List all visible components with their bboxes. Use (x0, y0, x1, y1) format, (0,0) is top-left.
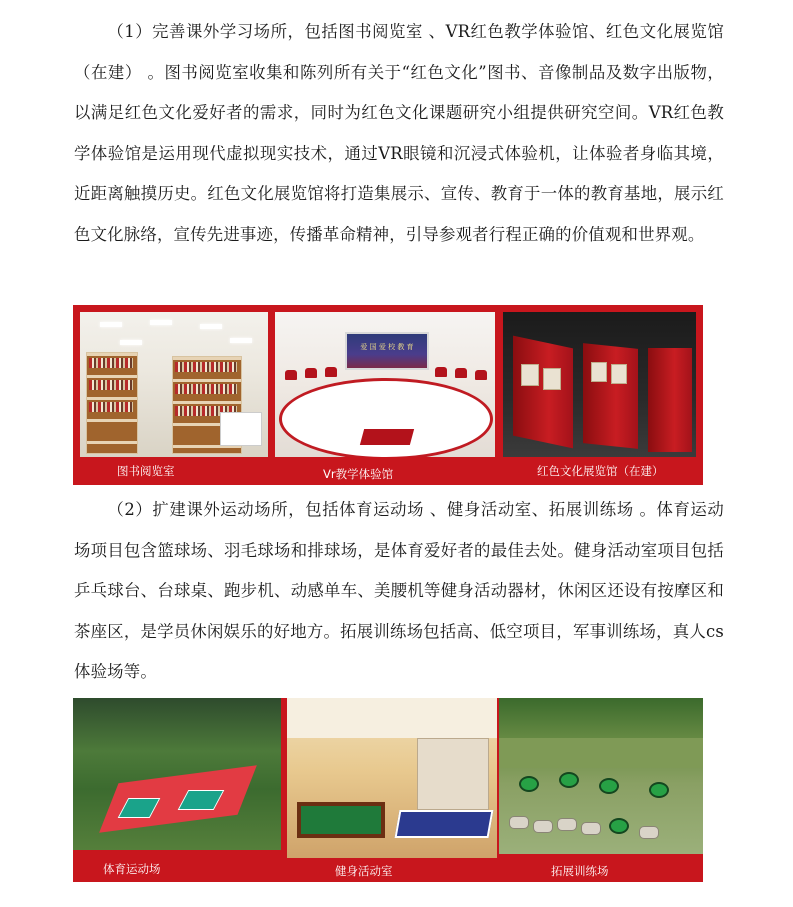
photo-vr-experience-hall (275, 312, 495, 457)
caption-fitness-room: 健身活动室 (335, 864, 393, 878)
vr-screen-banner: 爱 国 爱 校 教 育 (360, 343, 414, 351)
paragraph-2-text: （2）扩建课外运动场所，包括体育运动场 、健身活动室、拓展训练场 。体育运动场项目包含篮球场、羽毛球场和排球场，是体育爱好者的最佳去处。健身活动室项目包括乒乓球台、台球桌、跑步机、动感单车、美腰机等健身活动器材，休闲区还设有按摩区和茶座区，是学员休闲娱乐的好地方。拓展训练场包括高、低空项目，军事训练场，真人cs体验场等。 (74, 500, 724, 681)
photo-strip-sports-venues (73, 698, 703, 882)
photo-red-culture-exhibition (503, 312, 696, 457)
paragraph-learning-venues (74, 12, 724, 255)
caption-vr-hall: Vr教学体验馆 (323, 467, 394, 481)
photo-sports-field (73, 698, 281, 850)
photo-library-reading-room (80, 312, 268, 457)
caption-sports-field: 体育运动场 (103, 862, 161, 876)
photo-fitness-room (287, 698, 497, 858)
photo-strip-learning-venues (73, 305, 703, 485)
caption-outdoor-training: 拓展训练场 (551, 864, 609, 878)
photo-outdoor-training-ground (499, 698, 703, 854)
paragraph-sports-venues (74, 490, 724, 693)
caption-exhibition: 红色文化展览馆（在建） (537, 464, 664, 478)
paragraph-1-text: （1）完善课外学习场所，包括图书阅览室 、VR红色教学体验馆、红色文化展览馆（在建） 。图书阅览室收集和陈列所有关于“红色文化”图书、音像制品及数字出版物，以满足红色文化爱好者的需求，同时为红色文化课题研究小组提供研究空间。VR红色教学体验馆是运用现代虚拟现实技术，通过VR眼镜和沉浸式体验机，让体验者身临其境，近距离触摸历史。红色文化展览馆将打造集展示、宣传、教育于一体的教育基地，展示红色文化脉络，宣传先进事迹，传播革命精神，引导参观者行程正确的价值观和世界观。 (74, 22, 724, 244)
caption-library: 图书阅览室 (117, 464, 175, 478)
